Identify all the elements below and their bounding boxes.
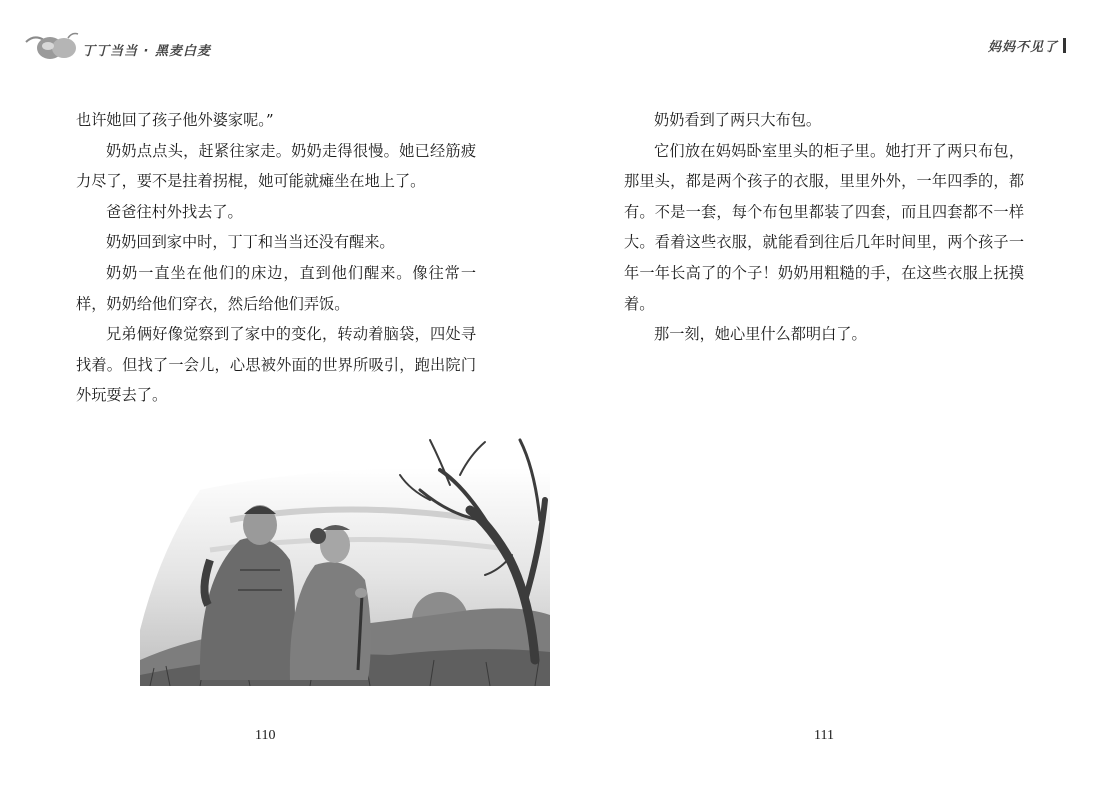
paragraph: 奶奶回到家中时，丁丁和当当还没有醒来。 xyxy=(106,233,395,252)
series-title: 丁丁当当 · 黑麦白麦 xyxy=(82,43,211,59)
paragraph: 那一刻，她心里什么都明白了。 xyxy=(654,325,867,344)
paragraph: 兄弟俩好像觉察到了家中的变化，转动着脑袋，四处寻找着。但找了一会儿，心思被外面的世界所吸引，跑出院门外玩耍去了。 xyxy=(76,325,476,405)
left-page-text xyxy=(76,105,476,411)
gourd-icon xyxy=(24,28,80,64)
chapter-title: 妈妈不见了 xyxy=(987,40,1058,55)
running-head-left xyxy=(24,26,211,66)
illustration xyxy=(140,430,550,686)
paragraph: 奶奶看到了两只大布包。 xyxy=(654,111,822,129)
paragraph: 也许她回了孩子他外婆家呢。” xyxy=(76,111,274,129)
paragraph: 奶奶一直坐在他们的床边，直到他们醒来。像往常一样，奶奶给他们穿衣，然后给他们弄饭。 xyxy=(76,263,476,313)
right-page-text xyxy=(624,105,1024,350)
page-number-right: 111 xyxy=(814,728,834,743)
running-head-right xyxy=(988,36,1066,55)
header-bar-mark xyxy=(1063,38,1066,53)
paragraph: 奶奶点点头，赶紧往家走。奶奶走得很慢。她已经筋疲力尽了，要不是拄着拐棍，她可能就瘫坐在地上了。 xyxy=(76,141,476,191)
illustration-drawing xyxy=(140,430,550,686)
page-number-left: 110 xyxy=(255,728,276,743)
paragraph: 爸爸往村外找去了。 xyxy=(106,202,243,221)
paragraph: 它们放在妈妈卧室里头的柜子里。她打开了两只布包，那里头，都是两个孩子的衣服，里里外外，一年四季的，都有。不是一套，每个布包里都装了四套，而且四套都不一样大。看着这些衣服，就能看到往后几年时间里，两个孩子一年一年长高了的个子！奶奶用粗糙的手，在这些衣服上抚摸着。 xyxy=(624,141,1024,313)
